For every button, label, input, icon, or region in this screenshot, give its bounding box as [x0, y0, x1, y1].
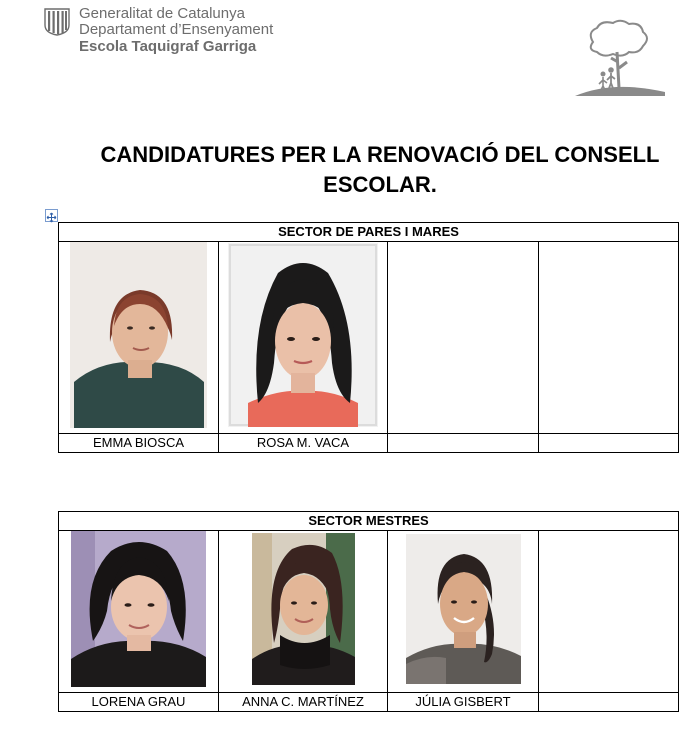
candidate-photo-cell [388, 531, 539, 693]
page-title: CANDIDATURES PER LA RENOVACIÓ DEL CONSELL ESCOLAR. [100, 142, 660, 197]
org-line-1: Generalitat de Catalunya [79, 5, 245, 22]
candidate-photo [252, 533, 355, 685]
candidate-photo [71, 531, 206, 687]
candidate-name [388, 434, 539, 453]
candidate-name: JÚLIA GISBERT [388, 693, 539, 712]
table-move-handle-icon[interactable] [45, 209, 58, 222]
candidate-photo-cell [59, 242, 219, 434]
tree-logo-icon [573, 18, 669, 98]
org-line-2: Departament d’Ensenyament [79, 21, 274, 38]
candidate-photo-cell [219, 242, 388, 434]
school-name: Escola Taquigraf Garriga [79, 38, 257, 55]
candidate-name: ROSA M. VACA [219, 434, 388, 453]
candidate-photo-cell [59, 531, 219, 693]
candidate-name [539, 693, 679, 712]
sector-heading: SECTOR DE PARES I MARES [59, 223, 679, 242]
sector-table-parents [58, 222, 679, 453]
empty-photo-cell [539, 242, 679, 434]
candidate-name: LORENA GRAU [59, 693, 219, 712]
empty-photo-cell [539, 531, 679, 693]
gencat-logo-icon [44, 8, 70, 36]
candidate-name: ANNA C. MARTÍNEZ [219, 693, 388, 712]
candidate-name: EMMA BIOSCA [59, 434, 219, 453]
candidate-photo [228, 243, 378, 427]
candidate-photo-cell [219, 531, 388, 693]
candidate-name [539, 434, 679, 453]
empty-photo-cell [388, 242, 539, 434]
candidate-photo [406, 534, 521, 684]
sector-table-teachers [58, 511, 679, 712]
candidate-photo [70, 242, 207, 428]
sector-heading: SECTOR MESTRES [59, 512, 679, 531]
